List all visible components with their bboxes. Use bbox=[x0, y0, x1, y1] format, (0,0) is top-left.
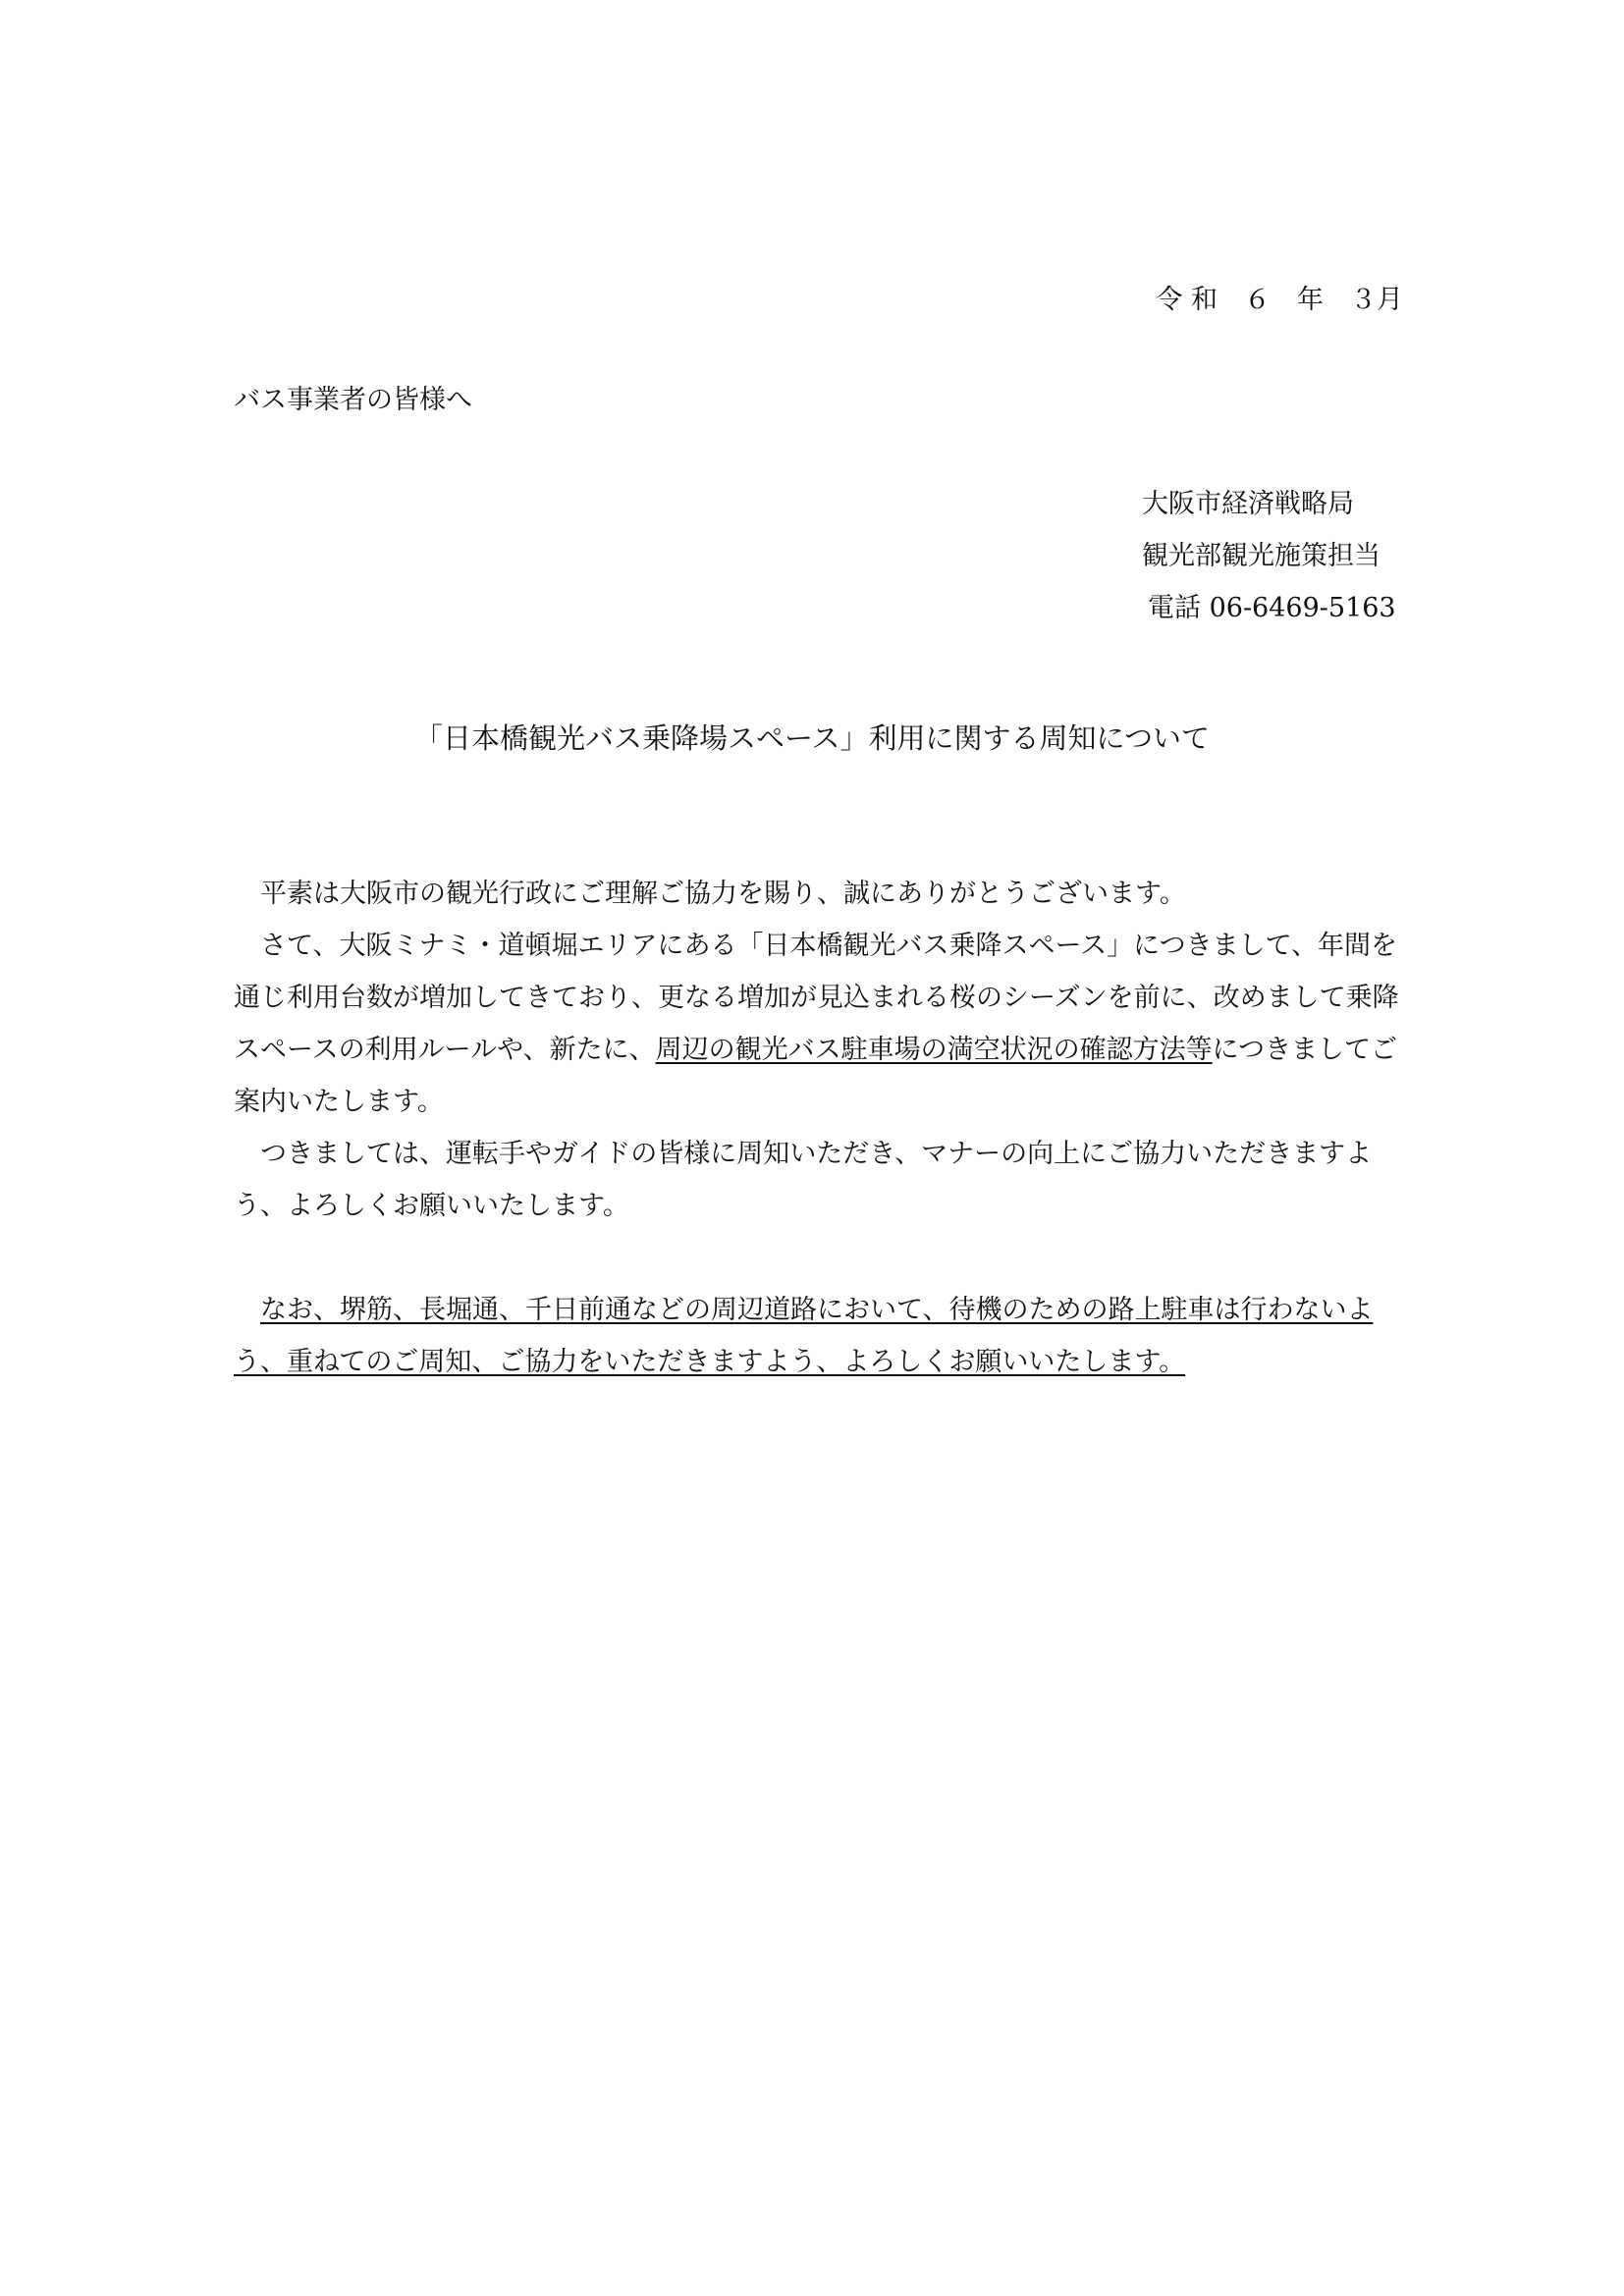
sender-phone: 電話 06-6469-5163 bbox=[1148, 593, 1396, 623]
notice-text-start: さて、大阪ミナミ・道頓堀エリアにある「日本橋観光バス乗降スペース」につきまして、年間を通じ利用台数が増加してきており、更なる増加が見込まれる桜のシーズンを前に、改めまして乗降スペースの利用ルールや、新たに、 bbox=[234, 931, 1399, 1065]
notice-underlined-text: 周辺の観光バス駐車場の満空状況の確認方法等 bbox=[655, 1035, 1213, 1065]
document-body bbox=[234, 868, 1402, 1388]
notice-paragraph bbox=[234, 920, 1402, 1128]
sender-department: 観光部観光施策担当 bbox=[1142, 541, 1380, 571]
sender-organization: 大阪市経済戦略局 bbox=[1142, 489, 1354, 519]
request-paragraph: つきましては、運転手やガイドの皆様に周知いただき、マナーの向上にご協力いただきますよう、よろしくお願いいたします。 bbox=[234, 1139, 1373, 1221]
sender-block bbox=[1142, 478, 1396, 634]
notice-text-end: につきましてご案内いたします。 bbox=[234, 1035, 1398, 1117]
parking-note-paragraph bbox=[234, 1284, 1402, 1388]
addressee: バス事業者の皆様へ bbox=[234, 385, 472, 415]
greeting-paragraph: 平素は大阪市の観光行政にご理解ご協力を賜り、誠にありがとうございます。 bbox=[260, 879, 1186, 909]
issue-date: 令 和 ６ 年 ３月 bbox=[1156, 285, 1403, 315]
parking-note-text: なお、堺筋、長堀通、千日前通などの周辺道路において、待機のための路上駐車は行わないよう、重ねてのご周知、ご協力をいただきますよう、よろしくお願いいたします。 bbox=[234, 1295, 1374, 1377]
document-subject: 「日本橋観光バス乗降場スペース」利用に関する周知について bbox=[414, 721, 1210, 755]
